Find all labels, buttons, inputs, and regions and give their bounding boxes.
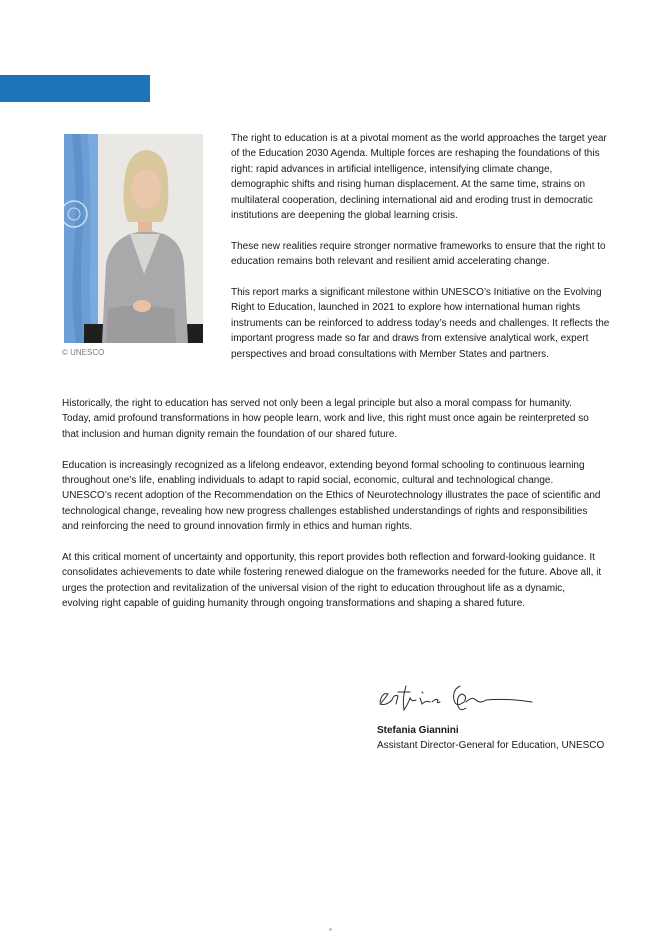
author-portrait <box>64 134 203 343</box>
signatory-title: Assistant Director-General for Education, UNESCO <box>377 740 605 751</box>
foreword-banner <box>0 75 150 102</box>
signatory-name: Stefania Giannini <box>377 725 459 736</box>
paragraph: This report marks a significant milestone within UNESCO’s Initiative on the Evolving Right to Education, launched in 2021 to explore how international human rights instruments can be reinforced to address today’s needs and challenges. It reflects the important progress made so far and draws from extensive analytical work, expert perspectives and broad consultations with Member States and partners. <box>231 287 610 360</box>
paragraph: The right to education is at a pivotal moment as the world approaches the target year of the Education 2030 Agenda. Multiple forces are reshaping the foundations of this right: rapid advances in artificial intelligence, intensifying climate change, demographic shifts and rising human displacement. At the same time, strains on multilateral cooperation, declining international aid and eroding trust in democratic institutions are deepening the global learning crisis. <box>231 133 607 222</box>
paragraph: These new realities require stronger normative frameworks to ensure that the right to education remains both relevant and resilient amid accelerating change. <box>231 240 606 268</box>
photo-credit: © UNESCO <box>62 348 105 357</box>
paragraph: At this critical moment of uncertainty and opportunity, this report provides both reflection and forward-looking guidance. It consolidates achievements to date while fostering renewed dialogue on the frameworks needed for the future. Above all, it urges the protection and revitalization of the universal vision of the right to education throughout life as a dynamic, evolving right capable of guiding humanity through ongoing transformations and shaping a shared future. <box>62 552 602 610</box>
page-marker <box>329 928 332 931</box>
page-title: Foreword <box>63 3 146 23</box>
handwritten-signature <box>376 680 536 714</box>
intro-column <box>231 131 611 362</box>
paragraph: Education is increasingly recognized as a lifelong endeavor, extending beyond formal schooling to continuous learning throughout one’s life, enabling individuals to adapt to rapid social, economic, cultural and technological change. UNESCO’s recent adoption of the Recommendation on the Ethics of Neurotechnology illustrates the pace of scientific and technological change, revealing how new progress challenges established understandings of rights and responsibilities and reinforcing the need to ground innovation firmly in ethics and human rights. <box>62 459 601 533</box>
body-text <box>62 396 602 612</box>
paragraph: Historically, the right to education has served not only been a legal principle but also a moral compass for humanity. Today, amid profound transformations in how people learn, work and live, this right must once again be reinterpreted so that inclusion and human dignity remain the foundation of our shared future. <box>62 398 589 440</box>
